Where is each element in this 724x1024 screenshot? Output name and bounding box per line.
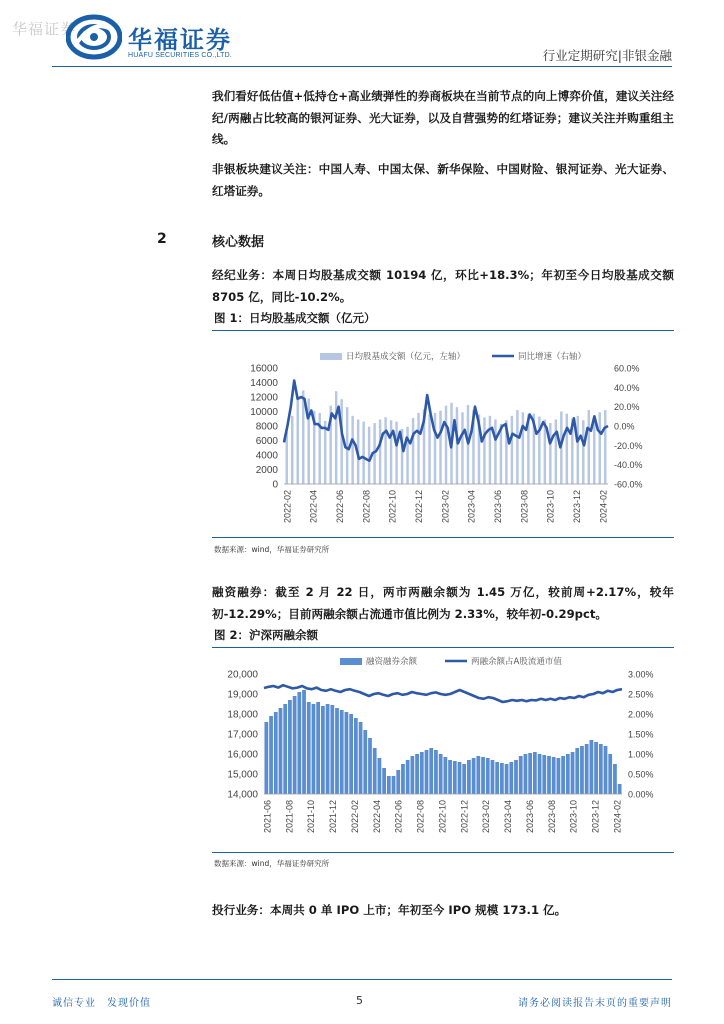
bar [340,710,344,794]
bar [599,744,603,794]
bar [486,758,490,794]
bar [509,762,513,794]
bar [439,754,443,794]
x-axis-tick-label: 2021-12 [328,800,338,834]
x-axis-tick-label: 2023-08 [546,800,557,834]
bar [297,692,301,794]
bar [406,760,410,794]
bar [302,390,304,484]
bar [429,748,433,794]
footer-disclaimer: 请务必阅读报告末页的重要声明 [518,998,672,1009]
bar [439,411,441,484]
legend-line-label: 同比增速（右轴） [518,352,587,362]
bar [401,764,405,794]
paragraph-recommendation: 我们看好低估值+低持仓+高业绩弹性的券商板块在当前节点的向上博弈价值，建议关注经纪/两融占比较高的银河证券、光大证券，以及自营强势的红塔证券；建议关注并购重组主线。 [212,89,674,146]
x-axis-tick-label: 2022-04 [371,800,382,834]
bar [412,418,414,484]
y-axis-tick-label: 16,000 [227,749,258,761]
x-axis-tick-label: 2023-12 [590,800,601,834]
bar [373,748,377,794]
bar [608,754,612,794]
bar [420,752,424,794]
chart-legend [340,656,562,667]
x-axis-tick-label: 2022-08 [415,800,426,834]
page-number: 5 [356,994,363,1007]
bar [349,714,353,794]
bar [577,416,579,484]
logo-text: 华福证券 [128,25,232,54]
x-axis-tick-label: 2024-02 [612,800,623,834]
y2-axis-tick-label: -40.0% [614,460,643,471]
x-axis-tick-label: 2023-02 [481,800,492,834]
paragraph-investment-banking: 投行业务：本周共 0 单 IPO 上市；年初至今 IPO 规模 173.1 亿。 [212,903,567,917]
bar [448,760,452,794]
bar [406,427,408,484]
chart-margin-balance [212,647,674,850]
x-axis-tick-label: 2023-06 [524,800,535,834]
bar [330,705,334,794]
bar [340,399,342,484]
bar [604,746,608,794]
bar [335,391,337,484]
x-axis-tick-label: 2023-04 [503,800,513,834]
x-axis-tick-label: 2024-02 [598,490,609,524]
bar [363,730,367,794]
bar [555,419,557,484]
y-axis-tick-label: 14000 [250,378,278,389]
x-axis-tick-label: 2023-10 [568,800,579,834]
bar [417,413,419,484]
bar [519,756,523,794]
x-axis-tick-label: 2023-04 [466,490,477,524]
bar [566,414,568,484]
y2-axis-tick-label: 2.00% [628,709,654,720]
legend-line-label: 两融余额占A股流通市值 [471,657,562,667]
bar [604,410,606,484]
bar [483,417,485,484]
y-axis-tick-label: 6000 [255,436,278,447]
bar [557,758,561,794]
legend-bar-label: 融资融券余额 [366,657,418,667]
bar [312,704,316,794]
section-number: 2 [157,231,167,247]
report-category: 行业定期研究|非银金融 [542,48,672,63]
bar [288,700,292,794]
watermark: 华福证券 [12,20,77,38]
y2-axis-tick-label: 0.0% [614,421,635,432]
bar [396,770,400,794]
bar [462,764,466,794]
y-axis-tick-label: 16000 [250,363,278,375]
line-series [264,685,622,702]
logo-subtext: HUAFU SECURITIES CO.,LTD. [128,52,233,59]
bar [283,704,287,794]
bar [514,760,518,794]
x-axis-tick-label: 2022-12 [459,800,470,834]
bar [264,722,268,794]
bar [351,416,353,484]
footer-divider [52,979,672,980]
bar [321,706,325,794]
y-axis-tick-label: 17,000 [227,729,258,741]
bar [500,763,504,794]
bar [528,753,532,794]
bar [415,754,419,794]
x-axis-tick-label: 2022-06 [335,490,346,524]
paragraph-stock-picks: 非银板块建议关注：中国人寿、中国太保、新华保险、中国财险、银河证券、光大证券、红塔证券。 [212,162,674,198]
bar [561,756,565,794]
y2-axis-tick-label: 0.00% [628,789,654,800]
bar [547,756,551,794]
bar [279,708,283,794]
x-axis-tick-label: 2021-08 [284,800,295,834]
legend-bar-swatch [320,353,342,360]
y2-axis-tick-label: 3.00% [628,669,654,680]
bar [588,410,590,484]
bar [505,764,509,794]
chart-legend [320,351,586,362]
section-title: 核心数据 [212,235,265,250]
bar [491,760,495,794]
bar [489,416,491,484]
figure-1-bottom-rule [212,537,674,538]
bar [481,757,485,794]
x-axis-tick-label: 2021-06 [262,800,273,834]
bar [269,716,273,794]
bar [359,722,363,794]
x-axis-tick-label: 2023-08 [519,490,530,524]
y-axis-tick-label: 15,000 [227,769,258,781]
bar [274,712,278,794]
bar [580,746,584,794]
bar [379,419,381,484]
x-axis-tick-label: 2022-06 [393,800,404,834]
bar [593,419,595,484]
bar [384,417,386,484]
x-axis-tick-label: 2022-02 [282,490,293,524]
bar [316,702,320,794]
bar [511,416,513,484]
paragraph-brokerage: 经纪业务：本周日均股基成交额 10194 亿，环比+18.3%；年初至今日均股基成交额 8705 亿，同比-10.2%。 [212,268,674,304]
y2-axis-tick-label: 1.50% [628,729,654,740]
y2-axis-tick-label: 1.00% [628,749,654,760]
y-axis-tick-label: 14,000 [227,789,258,801]
y-axis-tick-label: 18,000 [227,709,258,721]
x-axis-tick-label: 2022-08 [361,490,372,524]
bar [362,422,364,484]
bar [345,712,349,794]
bar [522,412,524,484]
bar [293,696,297,794]
figure-2-label: 图 2：沪深两融余额 [212,625,674,648]
y2-axis-tick-label: -20.0% [614,440,643,451]
bar [516,410,518,484]
bar [613,764,617,794]
bar [326,704,330,794]
bar [494,419,496,484]
chart-daily-turnover [212,330,674,535]
company-logo [66,14,256,64]
y-axis-tick-label: 10000 [250,407,278,418]
bar [476,756,480,794]
bar [368,738,372,794]
bar [445,406,447,484]
bar [428,414,430,484]
bar [566,754,570,794]
bar [618,784,622,794]
header-divider [52,66,672,67]
paragraph-margin-financing: 融资融券：截至 2 月 22 日，两市两融余额为 1.45 万亿，较前周+2.17%，较年初-12.29%；目前两融余额占流通市值比例为 2.33%，较年初-0.29pct。 [212,585,674,621]
footer-slogan: 诚信专业 发现价值 [52,998,151,1009]
x-axis-tick-label: 2022-12 [414,490,425,524]
bar [461,412,463,484]
figure-1-source: 数据来源：wind，华福证券研究所 [214,545,330,554]
bar [571,752,575,794]
bar [443,757,447,794]
y2-axis-tick-label: 0.50% [628,769,654,780]
bar [495,762,499,794]
y-axis-tick-label: 8000 [255,421,278,433]
y-axis-tick-label: 4000 [255,450,278,462]
bar [434,413,436,484]
x-axis-tick-label: 2023-02 [440,490,451,524]
bar [302,690,306,794]
bar [296,400,298,484]
y-axis-tick-label: 19,000 [227,689,258,701]
bar [472,758,476,794]
x-axis-tick-label: 2023-10 [545,490,556,524]
y-axis-tick-label: 0 [272,479,278,491]
x-axis-tick-label: 2023-12 [572,490,583,524]
y2-axis-tick-label: 20.0% [614,402,640,413]
logo-swirl-icon [66,14,122,60]
bar [599,412,601,484]
bar [582,420,584,484]
x-axis-tick-label: 2022-02 [349,800,360,834]
y2-axis-tick-label: 60.0% [614,363,640,374]
bar [425,750,429,794]
legend-bar-swatch [340,658,362,665]
bar-series [264,690,621,794]
bar [382,768,386,794]
bar [538,754,542,794]
x-axis-tick-label: 2023-06 [493,490,504,524]
bar [533,752,537,794]
x-axis-tick-label: 2022-10 [437,800,448,834]
bar [458,762,462,794]
y2-axis-tick-label: 2.50% [628,689,654,700]
x-axis-tick-label: 2022-10 [387,490,398,524]
bar [390,420,392,484]
bar [335,708,339,794]
bar [524,754,528,794]
bar [575,748,579,794]
bar [585,744,589,794]
bar [549,423,551,484]
bar [324,421,326,484]
y-axis-tick-label: 2000 [255,465,278,476]
x-axis-tick-label: 2021-10 [306,800,317,834]
figure-2-source: 数据来源：wind，华福证券研究所 [214,859,330,868]
bar [542,755,546,794]
legend-bar-label: 日均股基成交额（亿元，左轴） [346,352,466,362]
bar [307,702,311,794]
y-axis-tick-label: 12000 [250,392,278,404]
y2-axis-tick-label: 40.0% [614,382,640,393]
bar [456,407,458,484]
bar [594,742,598,794]
bar [589,740,593,794]
figure-2-bottom-rule [212,852,674,853]
bar [392,776,396,794]
bar [395,422,397,484]
bar [291,416,293,484]
bar [378,758,382,794]
bar [467,760,471,794]
bar [368,427,370,484]
bar [453,761,457,794]
bar [410,756,414,794]
bar [552,757,556,794]
figure-1-label: 图 1：日均股基成交额（亿元） [212,308,674,331]
bar [387,776,391,794]
bar [434,750,438,794]
y-axis-tick-label: 20,000 [227,669,258,681]
y2-axis-tick-label: -60.0% [614,479,643,490]
x-axis-tick-label: 2022-04 [308,490,319,524]
bar [354,718,358,794]
